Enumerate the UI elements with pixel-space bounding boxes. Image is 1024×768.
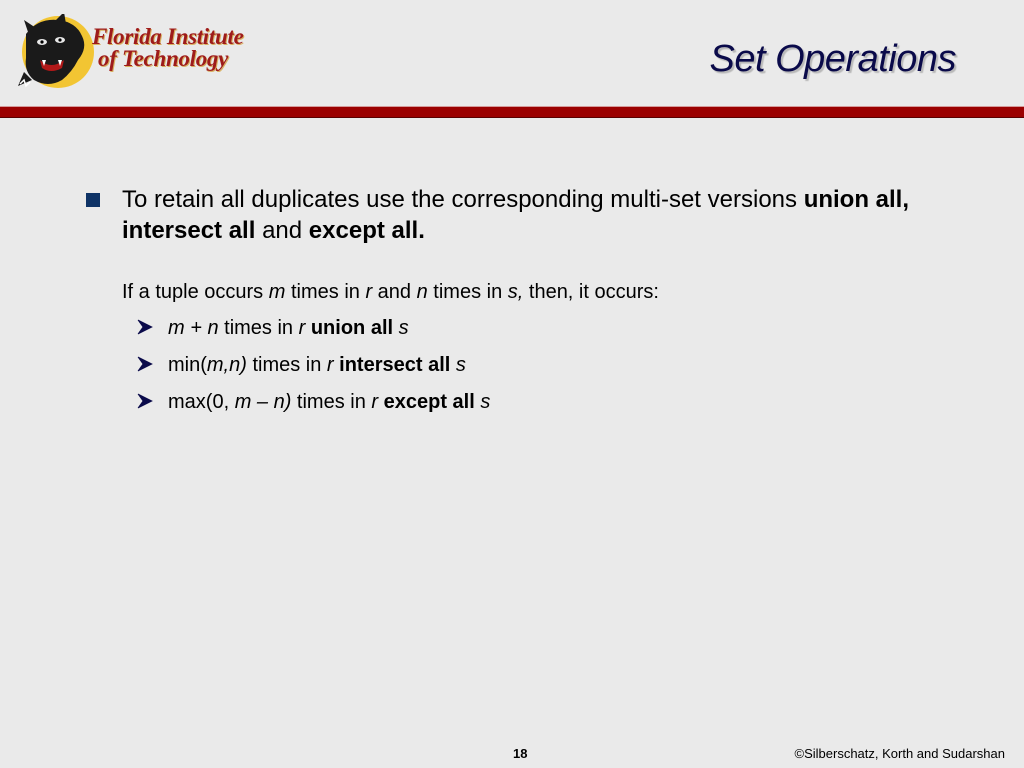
header-divider — [0, 106, 1024, 118]
page-number: 18 — [513, 746, 528, 761]
copyright-credit: ©Silberschatz, Korth and Sudarshan — [794, 746, 1005, 761]
square-bullet-icon — [86, 193, 100, 207]
logo-wordmark — [92, 26, 243, 70]
arrow-bullet-icon — [137, 393, 153, 409]
sub-bullet-list — [137, 315, 937, 426]
logo-line-1: Florida Institute — [92, 24, 244, 49]
fit-logo — [18, 14, 254, 90]
logo-line-2: of Technology — [98, 46, 229, 71]
slide-title: Set Operations — [709, 38, 956, 80]
sub-intro-text: If a tuple occurs m times in r and n times in s, then, it occurs: — [122, 281, 659, 303]
list-item: min(m,n) times in r intersect all s — [137, 352, 937, 389]
main-bullet-text: To retain all duplicates use the corresponding multi-set versions union all, intersect all and except all. — [122, 186, 910, 244]
arrow-bullet-icon — [137, 319, 153, 335]
list-item: max(0, m – n) times in r except all s — [137, 389, 937, 426]
list-item: m + n times in r union all s — [137, 315, 937, 352]
arrow-bullet-icon — [137, 356, 153, 372]
